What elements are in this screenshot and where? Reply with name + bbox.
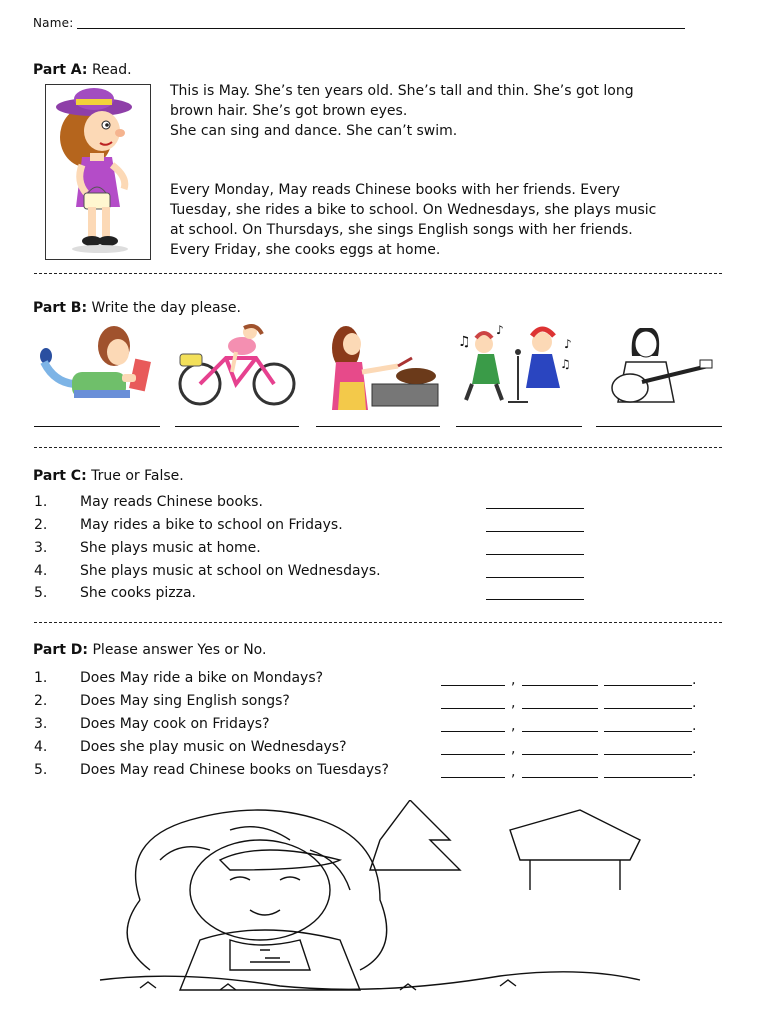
name-blank[interactable] <box>77 28 685 29</box>
answer-blank[interactable] <box>604 777 692 778</box>
bike-icon <box>176 324 298 408</box>
period: . <box>692 764 697 780</box>
item-number: 5. <box>34 762 48 778</box>
part-a-title <box>33 62 132 78</box>
true-false-list <box>0 494 768 614</box>
period: . <box>692 718 697 734</box>
answer-blank[interactable] <box>486 508 584 509</box>
svg-text:♪: ♪ <box>496 323 504 337</box>
item-text: May rides a bike to school on Fridays. <box>80 517 343 533</box>
part-b-title <box>33 300 241 316</box>
coloring-girl-icon <box>80 800 660 996</box>
comma: , <box>511 672 516 688</box>
item-number: 5. <box>34 585 48 601</box>
part-a-paragraph-2 <box>170 180 750 260</box>
day-answer-blank-4[interactable] <box>456 426 582 427</box>
svg-text:♫: ♫ <box>560 357 571 371</box>
answer-blank[interactable] <box>486 531 584 532</box>
answer-blank[interactable] <box>522 754 598 755</box>
answer-blank[interactable] <box>604 708 692 709</box>
period: . <box>692 695 697 711</box>
comma: , <box>511 741 516 757</box>
answer-blank[interactable] <box>604 685 692 686</box>
yes-no-blank[interactable] <box>441 777 505 778</box>
item-text: She plays music at home. <box>80 540 261 556</box>
part-d-label: Part D: <box>33 642 89 658</box>
item-number: 1. <box>34 670 48 686</box>
guitar-picture <box>596 322 716 410</box>
paragraph-line: This is May. She’s ten years old. She’s tall and thin. She’s got long <box>170 83 634 99</box>
paragraph-line: Tuesday, she rides a bike to school. On Wednesdays, she plays music <box>170 202 657 218</box>
list-item <box>0 739 768 761</box>
part-d-instruction: Please answer Yes or No. <box>92 642 267 658</box>
singing-icon <box>456 320 580 406</box>
item-number: 3. <box>34 540 48 556</box>
part-b-instruction: Write the day please. <box>91 300 241 316</box>
may-girl-icon <box>46 85 150 259</box>
paragraph-line: Every Friday, she cooks eggs at home. <box>170 242 441 258</box>
section-divider <box>34 622 722 623</box>
section-divider <box>34 447 722 448</box>
comma: , <box>511 764 516 780</box>
day-answer-blank-2[interactable] <box>175 426 299 427</box>
list-item <box>0 716 768 738</box>
part-b-label: Part B: <box>33 300 88 316</box>
cooking-picture <box>328 322 440 410</box>
name-field <box>33 16 685 30</box>
answer-blank[interactable] <box>522 708 598 709</box>
yes-no-blank[interactable] <box>441 731 505 732</box>
item-number: 2. <box>34 693 48 709</box>
item-text: She cooks pizza. <box>80 585 197 601</box>
period: . <box>692 741 697 757</box>
section-divider <box>34 273 722 274</box>
part-a-label: Part A: <box>33 62 88 78</box>
part-d-title <box>33 642 266 658</box>
item-text: Does May cook on Fridays? <box>80 716 270 732</box>
list-item <box>0 585 768 607</box>
reading-picture <box>34 322 156 408</box>
item-text: Does May sing English songs? <box>80 693 290 709</box>
guitar-icon <box>596 322 716 410</box>
list-item <box>0 517 768 539</box>
answer-blank[interactable] <box>486 554 584 555</box>
day-answer-blank-1[interactable] <box>34 426 160 427</box>
comma: , <box>511 718 516 734</box>
bike-picture <box>176 324 298 408</box>
svg-text:♪: ♪ <box>564 337 572 351</box>
answer-blank[interactable] <box>604 754 692 755</box>
paragraph-line: brown hair. She’s got brown eyes. <box>170 103 408 119</box>
list-item <box>0 762 768 784</box>
answer-blank[interactable] <box>604 731 692 732</box>
day-answer-blank-5[interactable] <box>596 426 722 427</box>
answer-blank[interactable] <box>522 777 598 778</box>
item-text: Does May read Chinese books on Tuesdays? <box>80 762 389 778</box>
paragraph-line: She can sing and dance. She can’t swim. <box>170 123 458 139</box>
answer-blank[interactable] <box>522 685 598 686</box>
list-item <box>0 563 768 585</box>
reading-icon <box>34 322 156 408</box>
item-text: Does she play music on Wednesdays? <box>80 739 347 755</box>
day-answer-blank-3[interactable] <box>316 426 440 427</box>
paragraph-line: Every Monday, May reads Chinese books with her friends. Every <box>170 182 621 198</box>
list-item <box>0 540 768 562</box>
yes-no-blank[interactable] <box>441 754 505 755</box>
list-item <box>0 494 768 516</box>
comma: , <box>511 695 516 711</box>
item-number: 1. <box>34 494 48 510</box>
item-text: Does May ride a bike on Mondays? <box>80 670 324 686</box>
answer-blank[interactable] <box>486 577 584 578</box>
item-text: She plays music at school on Wednesdays. <box>80 563 381 579</box>
list-item <box>0 693 768 715</box>
yes-no-blank[interactable] <box>441 708 505 709</box>
answer-blank[interactable] <box>486 599 584 600</box>
part-c-label: Part C: <box>33 468 87 484</box>
part-a-paragraph-1 <box>170 81 740 141</box>
svg-text:♫: ♫ <box>458 334 471 350</box>
item-number: 4. <box>34 739 48 755</box>
answer-blank[interactable] <box>522 731 598 732</box>
period: . <box>692 672 697 688</box>
part-c-title <box>33 468 184 484</box>
singing-picture <box>456 320 580 406</box>
list-item <box>0 670 768 692</box>
item-text: May reads Chinese books. <box>80 494 263 510</box>
part-c-instruction: True or False. <box>91 468 184 484</box>
paragraph-line: at school. On Thursdays, she sings English songs with her friends. <box>170 222 633 238</box>
item-number: 3. <box>34 716 48 732</box>
name-label: Name: <box>33 16 74 30</box>
item-number: 2. <box>34 517 48 533</box>
item-number: 4. <box>34 563 48 579</box>
yes-no-blank[interactable] <box>441 685 505 686</box>
coloring-picture <box>80 800 660 996</box>
cooking-icon <box>328 322 440 410</box>
part-a-instruction: Read. <box>91 62 132 78</box>
yes-no-list <box>0 670 768 790</box>
may-picture <box>45 84 151 260</box>
